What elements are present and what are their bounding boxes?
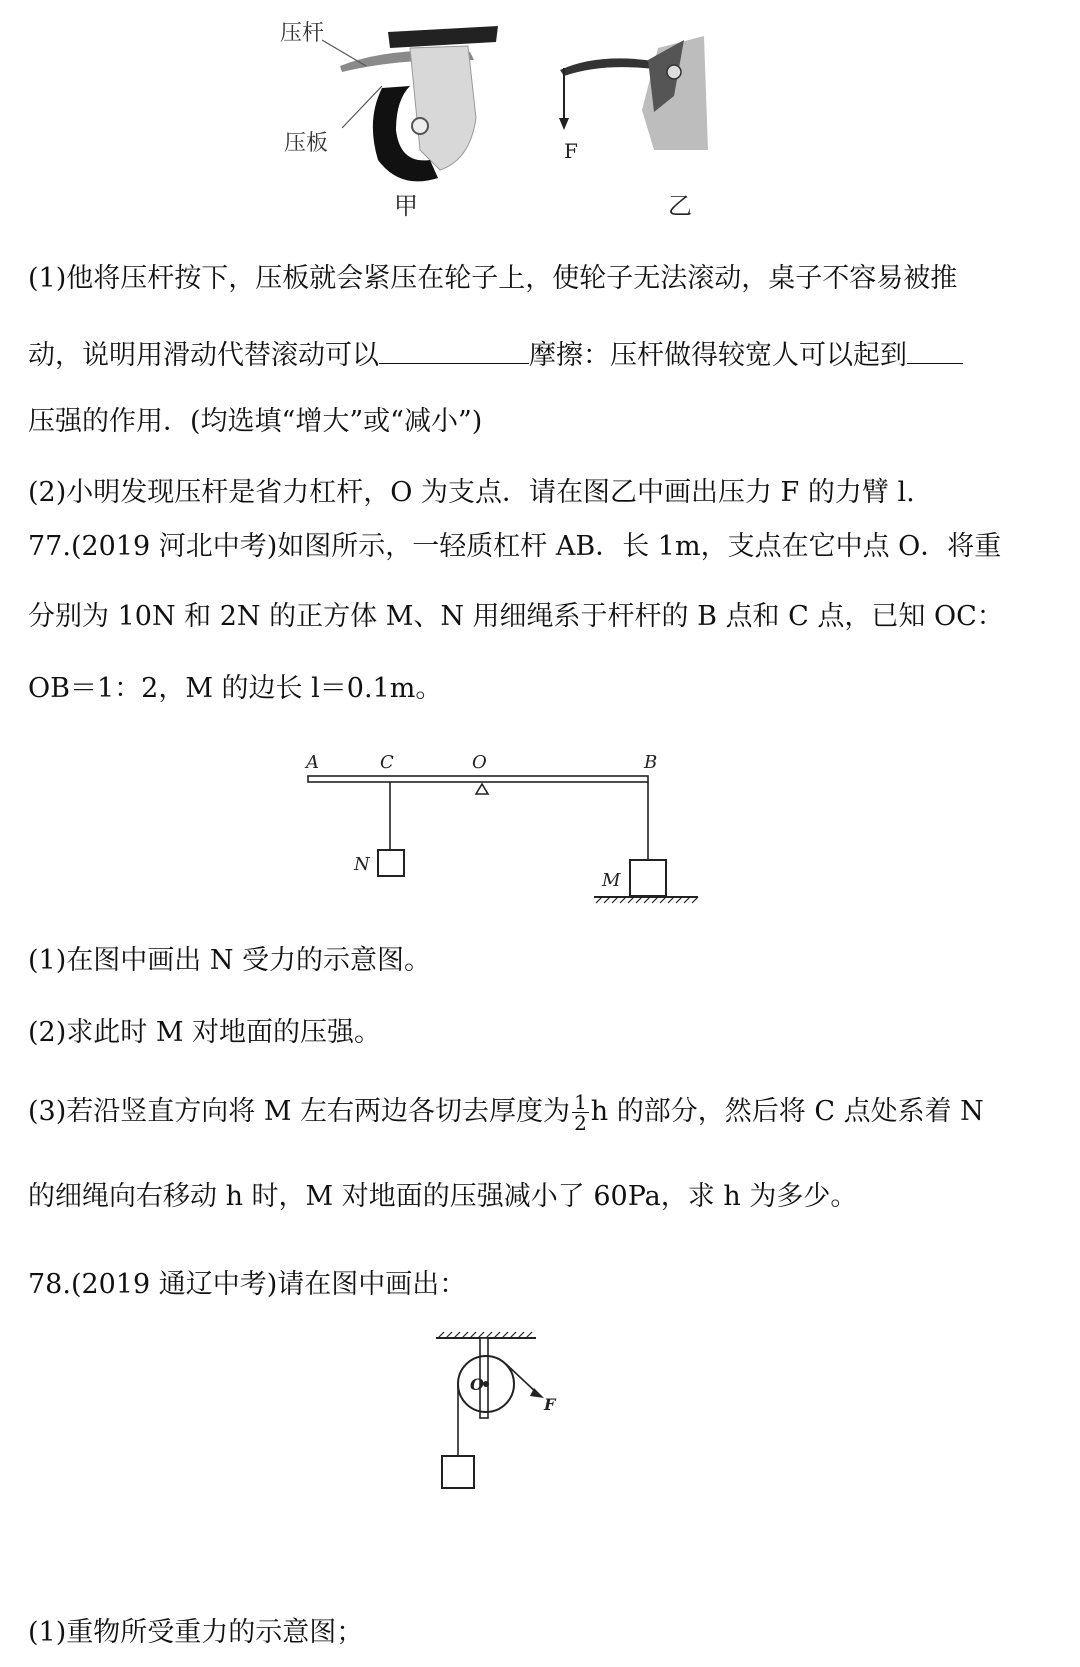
rope-right xyxy=(506,1364,538,1394)
q76-part1-line3: 压强的作用．(均选填“增大”或“减小”) xyxy=(28,406,483,437)
label-N: N xyxy=(354,854,370,875)
caster-axle xyxy=(412,118,428,134)
fraction-half xyxy=(572,1092,589,1133)
label-yi: 乙 xyxy=(668,192,692,220)
fulcrum-o xyxy=(476,784,488,794)
caster-top-plate xyxy=(388,26,498,48)
q77-intro-line3: OB＝1：2，M 的边长 l＝0.1m。 xyxy=(28,673,443,704)
q78-part1: (1)重物所受重力的示意图； xyxy=(28,1617,364,1648)
label-C: C xyxy=(380,752,394,773)
figure-caster-brake xyxy=(270,0,730,230)
weight-block xyxy=(442,1456,474,1488)
q77-part3-line1 xyxy=(28,1092,984,1133)
q77-intro-line2: 分别为 10N 和 2N 的正方体 M、N 用细绳系于杆杆的 B 点和 C 点，已知 OC： xyxy=(28,601,1004,632)
q77-part2: (2)求此时 M 对地面的压强。 xyxy=(28,1017,382,1048)
q77-part3-text-a: (3)若沿竖直方向将 M 左右两边各切去厚度为 xyxy=(28,1096,571,1127)
q78-intro: 78.(2019 通辽中考)请在图中画出： xyxy=(28,1269,467,1300)
label-B: B xyxy=(644,752,658,773)
label-ganggan: 压杆 xyxy=(280,21,325,46)
label-F: F xyxy=(564,139,578,163)
q76-part1-line2 xyxy=(28,335,963,373)
caster-bracket xyxy=(410,46,476,170)
q77-part3-text-b: h 的部分，然后将 C 点处系着 N xyxy=(590,1096,984,1127)
lever-pivot xyxy=(667,65,681,79)
q77-intro-line1: 77.(2019 河北中考)如图所示，一轻质杠杆 AB．长 1m，支点在它中点 O．将重 xyxy=(28,531,1002,562)
q77-part1: (1)在图中画出 N 受力的示意图。 xyxy=(28,945,432,976)
lever-bar-ab xyxy=(308,776,648,782)
label-jia: 甲 xyxy=(394,192,418,220)
block-n xyxy=(378,850,404,876)
figure-lever-ab xyxy=(290,740,720,920)
figure-pulley xyxy=(430,1330,590,1500)
fraction-numerator: 1 xyxy=(574,1090,587,1114)
label-A: A xyxy=(306,752,319,773)
label-M: M xyxy=(602,870,621,891)
q76-part1-text-b: 摩擦：压杆做得较宽人可以起到 xyxy=(529,340,907,371)
block-m xyxy=(630,860,666,896)
force-arrowhead xyxy=(559,118,569,130)
answer-blank-friction[interactable] xyxy=(379,335,529,364)
q76-part1-line1: (1)他将压杆按下，压板就会紧压在轮子上，使轮子无法滚动，桌子不容易被推 xyxy=(28,263,958,294)
q76-part1-text-a: 动，说明用滑动代替滚动可以 xyxy=(28,340,379,371)
label-yaban: 压板 xyxy=(284,131,329,156)
lever-arm xyxy=(560,58,662,76)
q77-part3-line2: 的细绳向右移动 h 时，M 对地面的压强减小了 60Pa，求 h 为多少。 xyxy=(28,1181,858,1212)
label-F-pulley: F xyxy=(544,1395,556,1414)
answer-blank-pressure[interactable] xyxy=(907,335,963,364)
label-O: O xyxy=(472,752,487,773)
pointer-ganggan xyxy=(322,40,366,66)
fraction-denominator: 2 xyxy=(574,1111,587,1135)
label-O-pulley: O xyxy=(470,1375,484,1394)
q76-part2: (2)小明发现压杆是省力杠杆，O 为支点．请在图乙中画出压力 F 的力臂 l. xyxy=(28,477,915,508)
